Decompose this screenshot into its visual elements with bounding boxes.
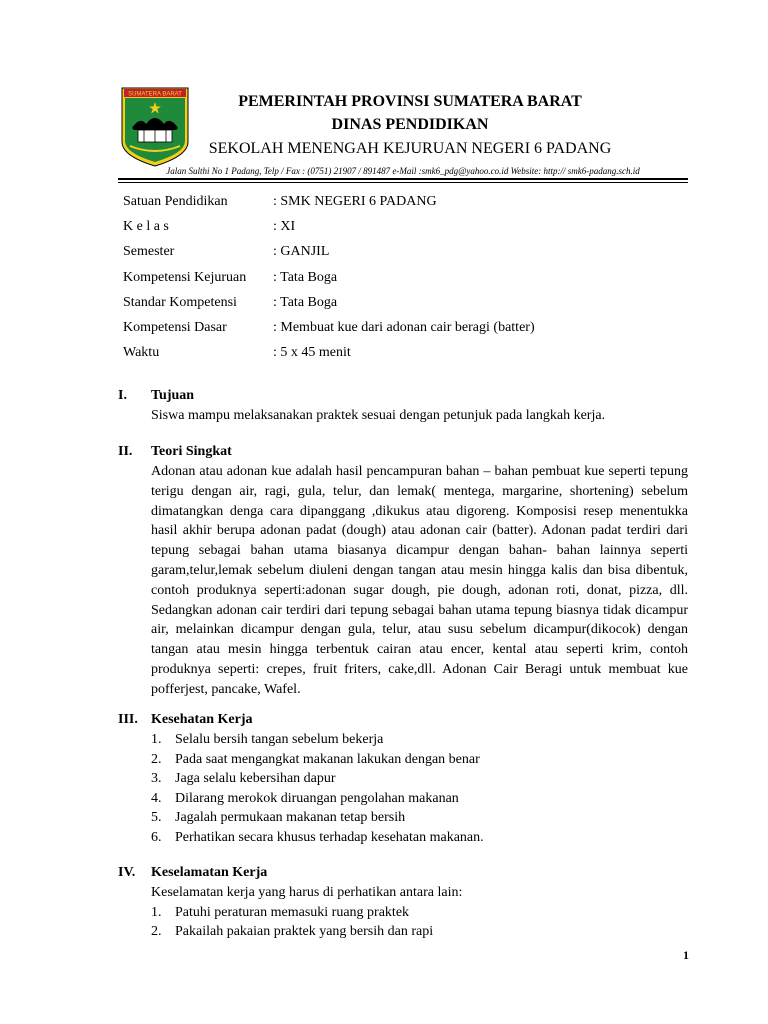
list-item	[151, 922, 688, 942]
list-item	[151, 828, 688, 848]
info-value: : 5 x 45 menit	[273, 345, 351, 361]
list-text: Jagalah permukaan makanan tetap bersih	[175, 810, 406, 825]
info-row	[123, 217, 683, 242]
section-heading	[118, 710, 688, 730]
list-item	[151, 769, 688, 789]
section-kesehatan-kerja	[118, 710, 688, 847]
info-row	[123, 192, 683, 217]
letterhead-government: PEMERINTAH PROVINSI SUMATERA BARAT	[238, 93, 582, 110]
list-text: Dilarang merokok diruangan pengolahan makanan	[175, 790, 459, 806]
info-row	[123, 318, 683, 343]
list-number: 4.	[151, 790, 162, 806]
section-number: III.	[118, 712, 138, 727]
section-title: Teori Singkat	[151, 444, 232, 459]
list-number: 3.	[151, 771, 162, 786]
info-label: K e l a s	[123, 219, 169, 235]
info-label: Kompetensi Dasar	[123, 319, 227, 335]
info-value: : Tata Boga	[273, 294, 338, 310]
info-row	[123, 343, 683, 368]
list-text: Selalu bersih tangan sebelum bekerja	[175, 732, 384, 747]
section-body: Adonan atau adonan kue adalah hasil pencampuran bahan – bahan pembuat kue seperti tepung terigu dengan air, ragi, gula, telur, dan lemak( mentega, margarine, shortening) sebelum dimatangkan denga cara dipanggang ,dikukus atau digoreng. Komposisi resep menentukka hasil akhir berupa adonan padat (dough) atau adonan cair (batter). Adonan padat terdiri dari tepung sebagai bahan utama biasanya dicampur dengan bahan- bahan lainnya seperti garam,telur,lemak sebelum diuleni dengan tangan atau mesin hingga kalis dan bisa dibentuk, contoh produknya seperti:adonan sugar dough, pie dough, adonan roti, donat, pizza, dll. Sedangkan adonan cair terdiri dari tepung sebagai bahan utama tepung biasnya tidak dicampur air, melainkan dicampur dengan gula, telur, atau susu sebelum dicampur(dikocok) dengan tangan atau mesin hingga terbentuk cairan atau encer, kental atau seperti krim, contoh produknya seperti: crepes, fruit friters, cake,dll. Adonan Cair Beragi untuk membuat kue pofferjest, pancake, Wafel.	[151, 464, 688, 697]
section-title: Tujuan	[151, 388, 195, 403]
letterhead-department: DINAS PENDIDIKAN	[331, 116, 489, 133]
section-keselamatan-kerja	[118, 863, 688, 942]
list-text: Pada saat mengangkat makanan lakukan dengan benar	[175, 751, 480, 767]
list-item	[151, 903, 688, 923]
info-value: : GANJIL	[273, 244, 330, 260]
list-item	[151, 789, 688, 809]
info-label: Satuan Pendidikan	[123, 194, 228, 209]
safety-list	[151, 903, 688, 942]
list-number: 1.	[151, 904, 162, 920]
section-number: II.	[118, 444, 133, 459]
identity-table	[123, 192, 683, 368]
info-label: Kompetensi Kejuruan	[123, 269, 247, 285]
list-text: Pakailah pakaian praktek yang bersih dan rapi	[175, 924, 434, 940]
list-number: 1.	[151, 732, 162, 747]
info-value: : Tata Boga	[273, 269, 338, 285]
list-number: 2.	[151, 924, 162, 940]
list-number: 6.	[151, 829, 162, 845]
section-number: IV.	[118, 865, 136, 880]
header-rule-thin	[118, 182, 688, 183]
letterhead-school: SEKOLAH MENENGAH KEJURUAN NEGERI 6 PADANG	[208, 140, 612, 157]
info-row	[123, 293, 683, 318]
info-label: Standar Kompetensi	[123, 294, 237, 310]
logo-banner-text: SUMATERA BARAT	[128, 91, 182, 98]
list-number: 5.	[151, 810, 162, 825]
section-heading	[118, 442, 688, 462]
section-intro: Keselamatan kerja yang harus di perhatikan antara lain:	[151, 885, 463, 900]
section-tujuan	[118, 386, 688, 426]
health-list	[151, 730, 688, 847]
letterhead-address: Jalan Sulthi No 1 Padang, Telp / Fax : (0751) 21907 / 891487 e-Mail :smk6_pdg@yahoo.co.id Website: http:// smk6-padang.sch.id	[166, 166, 640, 176]
section-number: I.	[118, 388, 127, 403]
info-row	[123, 242, 683, 267]
info-label: Waktu	[123, 345, 160, 361]
list-text: Perhatikan secara khusus terhadap kesehatan makanan.	[175, 829, 484, 845]
list-item	[151, 808, 688, 828]
list-text: Patuhi peraturan memasuki ruang praktek	[175, 904, 410, 920]
info-row	[123, 268, 683, 293]
list-text: Jaga selalu kebersihan dapur	[175, 771, 336, 786]
section-body: Siswa mampu melaksanakan praktek sesuai dengan petunjuk pada langkah kerja.	[151, 408, 606, 423]
info-value: : SMK NEGERI 6 PADANG	[273, 194, 437, 209]
list-number: 2.	[151, 751, 162, 767]
info-value: : XI	[273, 219, 296, 235]
section-title: Kesehatan Kerja	[151, 712, 253, 727]
section-title: Keselamatan Kerja	[151, 865, 268, 880]
section-heading	[118, 863, 688, 883]
header-rule-thick	[118, 178, 688, 180]
province-emblem-logo	[120, 86, 190, 168]
info-value: : Membuat kue dari adonan cair beragi (batter)	[273, 319, 535, 335]
section-heading	[118, 386, 688, 406]
page-number: 1	[683, 948, 689, 962]
info-label: Semester	[123, 244, 175, 260]
list-item	[151, 750, 688, 770]
list-item	[151, 730, 688, 750]
section-teori-singkat	[118, 442, 688, 700]
